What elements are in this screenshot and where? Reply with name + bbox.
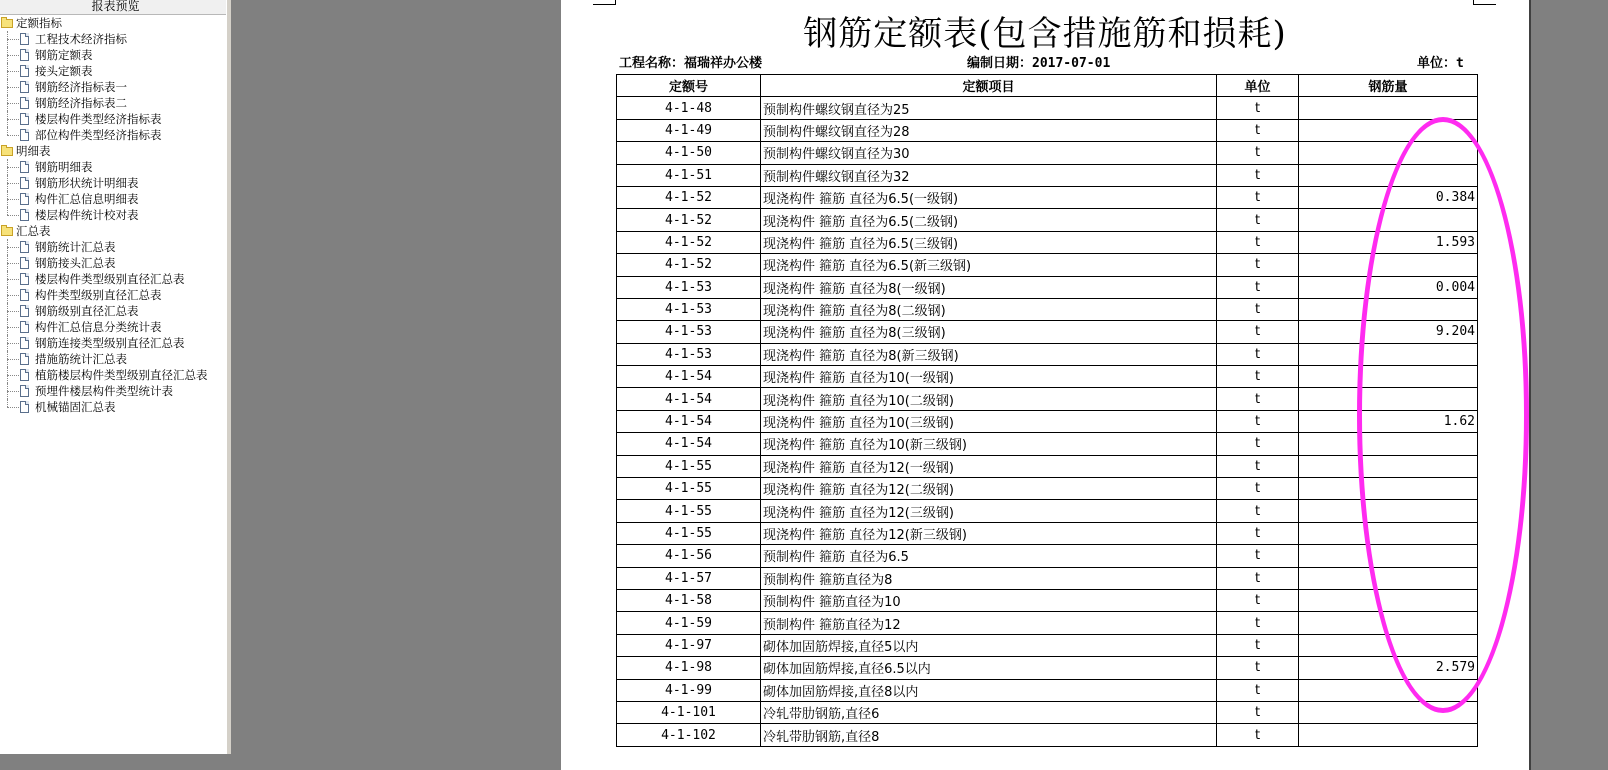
tree-item[interactable] bbox=[0, 207, 231, 223]
tree-connector-line bbox=[7, 87, 19, 88]
table-row bbox=[617, 343, 1478, 365]
rebar-amount-cell: 1.62 bbox=[1299, 410, 1478, 432]
table-row bbox=[617, 366, 1478, 388]
unit-cell: t bbox=[1217, 343, 1299, 365]
quota-code-cell: 4-1-52 bbox=[617, 209, 761, 231]
quota-item-cell: 冷轧带肋钢筋,直径8 bbox=[761, 724, 1217, 746]
document-icon bbox=[20, 305, 29, 317]
rebar-amount-cell bbox=[1299, 679, 1478, 701]
header-quota-code: 定额号 bbox=[617, 75, 761, 97]
quota-item-cell: 现浇构件 箍筋 直径为12(三级钢) bbox=[761, 500, 1217, 522]
quota-item-cell: 现浇构件 箍筋 直径为12(二级钢) bbox=[761, 478, 1217, 500]
unit-cell: t bbox=[1217, 410, 1299, 432]
table-row bbox=[617, 119, 1478, 141]
tree-item-label: 钢筋接头汇总表 bbox=[35, 256, 116, 270]
tree-item[interactable] bbox=[0, 255, 231, 271]
tree-connector-line bbox=[7, 127, 8, 135]
tree-connector-line bbox=[7, 359, 19, 360]
document-icon bbox=[20, 177, 29, 189]
quota-code-cell: 4-1-54 bbox=[617, 366, 761, 388]
tree-item-label: 部位构件类型经济指标表 bbox=[35, 128, 162, 142]
table-row bbox=[617, 589, 1478, 611]
tree-connector-line bbox=[7, 399, 8, 407]
quota-code-cell: 4-1-57 bbox=[617, 567, 761, 589]
folder-icon bbox=[1, 227, 13, 236]
rebar-amount-cell bbox=[1299, 522, 1478, 544]
project-name: 工程名称：福瑞祥办公楼 bbox=[619, 56, 763, 71]
unit-cell: t bbox=[1217, 701, 1299, 723]
quota-code-cell: 4-1-98 bbox=[617, 657, 761, 679]
tree-connector-line bbox=[7, 167, 19, 168]
unit-cell: t bbox=[1217, 366, 1299, 388]
folder-icon bbox=[1, 147, 13, 156]
table-row bbox=[617, 298, 1478, 320]
rebar-amount-cell bbox=[1299, 478, 1478, 500]
tree-item-label: 楼层构件类型级别直径汇总表 bbox=[35, 272, 185, 286]
unit-cell: t bbox=[1217, 164, 1299, 186]
tree-item[interactable] bbox=[0, 159, 231, 175]
tree-folder-label: 汇总表 bbox=[16, 224, 51, 238]
table-row bbox=[617, 433, 1478, 455]
quota-item-cell: 现浇构件 箍筋 直径为10(二级钢) bbox=[761, 388, 1217, 410]
table-row bbox=[617, 724, 1478, 746]
table-row bbox=[617, 164, 1478, 186]
table-row bbox=[617, 410, 1478, 432]
document-icon bbox=[20, 97, 29, 109]
quota-code-cell: 4-1-53 bbox=[617, 343, 761, 365]
rebar-amount-cell bbox=[1299, 455, 1478, 477]
table-row bbox=[617, 679, 1478, 701]
rebar-amount-cell bbox=[1299, 254, 1478, 276]
tree-item-label: 接头定额表 bbox=[35, 64, 93, 78]
rebar-amount-cell bbox=[1299, 119, 1478, 141]
tree-item-label: 钢筋经济指标表二 bbox=[35, 96, 127, 110]
quota-item-cell: 现浇构件 箍筋 直径为8(三级钢) bbox=[761, 321, 1217, 343]
quota-code-cell: 4-1-55 bbox=[617, 500, 761, 522]
quota-code-cell: 4-1-55 bbox=[617, 455, 761, 477]
unit-cell: t bbox=[1217, 433, 1299, 455]
tree-item[interactable] bbox=[0, 367, 231, 383]
tree-item[interactable] bbox=[0, 63, 231, 79]
tree-item-label: 钢筋明细表 bbox=[35, 160, 93, 174]
tree-connector-line bbox=[7, 135, 19, 136]
table-row bbox=[617, 522, 1478, 544]
rebar-amount-cell bbox=[1299, 500, 1478, 522]
unit-cell: t bbox=[1217, 388, 1299, 410]
tree-folder[interactable] bbox=[0, 143, 231, 159]
rebar-amount-cell bbox=[1299, 164, 1478, 186]
compile-date: 编制日期：2017-07-01 bbox=[967, 56, 1111, 71]
quota-item-cell: 砌体加固筋焊接,直径6.5以内 bbox=[761, 657, 1217, 679]
quota-code-cell: 4-1-53 bbox=[617, 276, 761, 298]
quota-code-cell: 4-1-49 bbox=[617, 119, 761, 141]
tree-connector-line bbox=[7, 295, 19, 296]
quota-item-cell: 砌体加固筋焊接,直径8以内 bbox=[761, 679, 1217, 701]
rebar-amount-cell bbox=[1299, 701, 1478, 723]
header-rebar-amount: 钢筋量 bbox=[1299, 75, 1478, 97]
table-row bbox=[617, 276, 1478, 298]
unit-cell: t bbox=[1217, 724, 1299, 746]
tree-connector-line bbox=[7, 343, 19, 344]
quota-item-cell: 现浇构件 箍筋 直径为6.5(新三级钢) bbox=[761, 254, 1217, 276]
tree-connector-line bbox=[7, 71, 19, 72]
crop-mark-right bbox=[1473, 0, 1496, 5]
folder-icon bbox=[1, 19, 13, 28]
unit-cell: t bbox=[1217, 209, 1299, 231]
tree-folder[interactable] bbox=[0, 223, 231, 239]
quota-item-cell: 冷轧带肋钢筋,直径6 bbox=[761, 701, 1217, 723]
unit-cell: t bbox=[1217, 657, 1299, 679]
quota-code-cell: 4-1-52 bbox=[617, 254, 761, 276]
quota-item-cell: 砌体加固筋焊接,直径5以内 bbox=[761, 634, 1217, 656]
rebar-amount-cell bbox=[1299, 142, 1478, 164]
rebar-amount-cell bbox=[1299, 724, 1478, 746]
tree-connector-line bbox=[7, 119, 19, 120]
tree-connector-line bbox=[7, 183, 19, 184]
quota-code-cell: 4-1-58 bbox=[617, 589, 761, 611]
document-icon bbox=[20, 257, 29, 269]
rebar-amount-cell bbox=[1299, 298, 1478, 320]
quota-item-cell: 预制构件 箍筋 直径为6.5 bbox=[761, 545, 1217, 567]
unit-cell: t bbox=[1217, 634, 1299, 656]
quota-code-cell: 4-1-52 bbox=[617, 186, 761, 208]
quota-code-cell: 4-1-54 bbox=[617, 433, 761, 455]
quota-code-cell: 4-1-53 bbox=[617, 321, 761, 343]
tree-connector-line bbox=[7, 279, 19, 280]
table-row bbox=[617, 567, 1478, 589]
quota-item-cell: 现浇构件 箍筋 直径为8(二级钢) bbox=[761, 298, 1217, 320]
tree-item[interactable] bbox=[0, 399, 231, 415]
table-header-row bbox=[617, 75, 1478, 97]
rebar-amount-cell bbox=[1299, 589, 1478, 611]
quota-code-cell: 4-1-56 bbox=[617, 545, 761, 567]
table-row bbox=[617, 634, 1478, 656]
table-body bbox=[617, 97, 1478, 746]
unit-cell: t bbox=[1217, 119, 1299, 141]
tree-item[interactable] bbox=[0, 239, 231, 255]
tree-item-label: 钢筋级别直径汇总表 bbox=[35, 304, 139, 318]
tree-item[interactable] bbox=[0, 191, 231, 207]
tree-connector-line bbox=[7, 247, 19, 248]
header-unit: 单位 bbox=[1217, 75, 1299, 97]
document-icon bbox=[20, 369, 29, 381]
tree-connector-line bbox=[7, 311, 19, 312]
report-tree bbox=[0, 15, 231, 415]
report-tree-panel bbox=[0, 0, 232, 754]
rebar-amount-cell bbox=[1299, 545, 1478, 567]
unit-cell: t bbox=[1217, 679, 1299, 701]
document-icon bbox=[20, 401, 29, 413]
unit-cell: t bbox=[1217, 298, 1299, 320]
table-row bbox=[617, 388, 1478, 410]
tree-folder-label: 明细表 bbox=[16, 144, 51, 158]
table-row bbox=[617, 231, 1478, 253]
table-row bbox=[617, 186, 1478, 208]
rebar-amount-cell bbox=[1299, 209, 1478, 231]
document-icon bbox=[20, 65, 29, 77]
quota-item-cell: 预制构件螺纹钢直径为32 bbox=[761, 164, 1217, 186]
document-icon bbox=[20, 385, 29, 397]
document-icon bbox=[20, 321, 29, 333]
tree-item[interactable] bbox=[0, 95, 231, 111]
table-row bbox=[617, 657, 1478, 679]
tree-item[interactable] bbox=[0, 351, 231, 367]
panel-splitter[interactable] bbox=[226, 0, 232, 754]
quota-item-cell: 现浇构件 箍筋 直径为12(新三级钢) bbox=[761, 522, 1217, 544]
quota-code-cell: 4-1-55 bbox=[617, 478, 761, 500]
quota-item-cell: 现浇构件 箍筋 直径为8(一级钢) bbox=[761, 276, 1217, 298]
document-icon bbox=[20, 193, 29, 205]
quota-code-cell: 4-1-59 bbox=[617, 612, 761, 634]
document-icon bbox=[20, 241, 29, 253]
document-icon bbox=[20, 337, 29, 349]
table-row bbox=[617, 209, 1478, 231]
tree-item[interactable] bbox=[0, 127, 231, 143]
quota-item-cell: 现浇构件 箍筋 直径为6.5(一级钢) bbox=[761, 186, 1217, 208]
tree-item-label: 钢筋经济指标表一 bbox=[35, 80, 127, 94]
tree-folder-label: 定额指标 bbox=[16, 16, 62, 30]
rebar-amount-cell bbox=[1299, 433, 1478, 455]
unit-cell: t bbox=[1217, 500, 1299, 522]
tree-connector-line bbox=[7, 327, 19, 328]
rebar-amount-cell bbox=[1299, 366, 1478, 388]
tree-item[interactable] bbox=[0, 47, 231, 63]
tree-item[interactable] bbox=[0, 319, 231, 335]
document-icon bbox=[20, 81, 29, 93]
quota-code-cell: 4-1-51 bbox=[617, 164, 761, 186]
tree-item-label: 构件汇总信息分类统计表 bbox=[35, 320, 162, 334]
unit-cell: t bbox=[1217, 567, 1299, 589]
unit-cell: t bbox=[1217, 97, 1299, 119]
tree-connector-line bbox=[7, 39, 19, 40]
quota-code-cell: 4-1-50 bbox=[617, 142, 761, 164]
tree-item-label: 工程技术经济指标 bbox=[35, 32, 127, 46]
rebar-amount-cell bbox=[1299, 634, 1478, 656]
quota-item-cell: 现浇构件 箍筋 直径为8(新三级钢) bbox=[761, 343, 1217, 365]
rebar-amount-cell bbox=[1299, 97, 1478, 119]
rebar-amount-cell: 9.204 bbox=[1299, 321, 1478, 343]
quota-code-cell: 4-1-101 bbox=[617, 701, 761, 723]
tree-item-label: 钢筋定额表 bbox=[35, 48, 93, 62]
tree-item[interactable] bbox=[0, 383, 231, 399]
table-row bbox=[617, 142, 1478, 164]
tree-item-label: 措施筋统计汇总表 bbox=[35, 352, 127, 366]
tree-item-label: 预埋件楼层构件类型统计表 bbox=[35, 384, 173, 398]
rebar-amount-cell: 0.004 bbox=[1299, 276, 1478, 298]
quota-code-cell: 4-1-54 bbox=[617, 410, 761, 432]
tree-item-label: 构件汇总信息明细表 bbox=[35, 192, 139, 206]
tree-connector-line bbox=[7, 55, 19, 56]
unit-cell: t bbox=[1217, 589, 1299, 611]
table-row bbox=[617, 97, 1478, 119]
tree-connector-line bbox=[7, 263, 19, 264]
quota-item-cell: 预制构件 箍筋直径为12 bbox=[761, 612, 1217, 634]
report-unit: 单位：t bbox=[1417, 56, 1464, 71]
crop-mark-left bbox=[593, 0, 616, 5]
unit-cell: t bbox=[1217, 254, 1299, 276]
rebar-amount-cell bbox=[1299, 567, 1478, 589]
unit-cell: t bbox=[1217, 455, 1299, 477]
quota-item-cell: 预制构件螺纹钢直径为25 bbox=[761, 97, 1217, 119]
tree-connector-line bbox=[7, 407, 19, 408]
tree-item[interactable] bbox=[0, 79, 231, 95]
document-icon bbox=[20, 161, 29, 173]
table-row bbox=[617, 612, 1478, 634]
document-icon bbox=[20, 129, 29, 141]
quota-code-cell: 4-1-54 bbox=[617, 388, 761, 410]
table-row bbox=[617, 478, 1478, 500]
unit-cell: t bbox=[1217, 522, 1299, 544]
unit-cell: t bbox=[1217, 321, 1299, 343]
tree-item[interactable] bbox=[0, 271, 231, 287]
document-icon bbox=[20, 273, 29, 285]
quota-item-cell: 预制构件螺纹钢直径为28 bbox=[761, 119, 1217, 141]
document-icon bbox=[20, 353, 29, 365]
document-icon bbox=[20, 209, 29, 221]
table-row bbox=[617, 500, 1478, 522]
tree-connector-line bbox=[7, 103, 19, 104]
rebar-amount-cell: 1.593 bbox=[1299, 231, 1478, 253]
report-page bbox=[561, 0, 1529, 770]
panel-title: 报表预览 bbox=[0, 0, 231, 15]
report-title: 钢筋定额表(包含措施筋和损耗) bbox=[803, 14, 1287, 54]
quota-item-cell: 预制构件 箍筋直径为10 bbox=[761, 589, 1217, 611]
quota-item-cell: 预制构件螺纹钢直径为30 bbox=[761, 142, 1217, 164]
quota-code-cell: 4-1-99 bbox=[617, 679, 761, 701]
header-quota-item: 定额项目 bbox=[761, 75, 1217, 97]
unit-cell: t bbox=[1217, 276, 1299, 298]
table-row bbox=[617, 545, 1478, 567]
tree-item-label: 钢筋形状统计明细表 bbox=[35, 176, 139, 190]
rebar-amount-cell bbox=[1299, 343, 1478, 365]
tree-item-label: 植筋楼层构件类型级别直径汇总表 bbox=[35, 368, 208, 382]
table-row bbox=[617, 321, 1478, 343]
rebar-amount-cell bbox=[1299, 612, 1478, 634]
tree-folder[interactable] bbox=[0, 15, 231, 31]
rebar-amount-cell: 2.579 bbox=[1299, 657, 1478, 679]
quota-item-cell: 现浇构件 箍筋 直径为6.5(二级钢) bbox=[761, 209, 1217, 231]
tree-item-label: 楼层构件类型经济指标表 bbox=[35, 112, 162, 126]
rebar-amount-cell bbox=[1299, 388, 1478, 410]
quota-code-cell: 4-1-97 bbox=[617, 634, 761, 656]
unit-cell: t bbox=[1217, 231, 1299, 253]
tree-connector-line bbox=[7, 375, 19, 376]
tree-item[interactable] bbox=[0, 287, 231, 303]
unit-cell: t bbox=[1217, 545, 1299, 567]
quota-code-cell: 4-1-48 bbox=[617, 97, 761, 119]
document-icon bbox=[20, 113, 29, 125]
tree-item-label: 楼层构件统计校对表 bbox=[35, 208, 139, 222]
unit-cell: t bbox=[1217, 142, 1299, 164]
tree-connector-line bbox=[7, 215, 19, 216]
tree-connector-line bbox=[7, 199, 19, 200]
quota-item-cell: 预制构件 箍筋直径为8 bbox=[761, 567, 1217, 589]
quota-item-cell: 现浇构件 箍筋 直径为12(一级钢) bbox=[761, 455, 1217, 477]
document-icon bbox=[20, 49, 29, 61]
table-row bbox=[617, 254, 1478, 276]
rebar-quota-table bbox=[616, 74, 1478, 747]
quota-item-cell: 现浇构件 箍筋 直径为10(一级钢) bbox=[761, 366, 1217, 388]
tree-connector-line bbox=[7, 391, 19, 392]
document-icon bbox=[20, 289, 29, 301]
quota-code-cell: 4-1-55 bbox=[617, 522, 761, 544]
unit-cell: t bbox=[1217, 612, 1299, 634]
quota-code-cell: 4-1-102 bbox=[617, 724, 761, 746]
table-row bbox=[617, 455, 1478, 477]
quota-code-cell: 4-1-52 bbox=[617, 231, 761, 253]
tree-item[interactable] bbox=[0, 175, 231, 191]
tree-item-label: 机械锚固汇总表 bbox=[35, 400, 116, 414]
quota-item-cell: 现浇构件 箍筋 直径为10(新三级钢) bbox=[761, 433, 1217, 455]
quota-item-cell: 现浇构件 箍筋 直径为6.5(三级钢) bbox=[761, 231, 1217, 253]
tree-item-label: 构件类型级别直径汇总表 bbox=[35, 288, 162, 302]
table-row bbox=[617, 701, 1478, 723]
tree-item-label: 钢筋连接类型级别直径汇总表 bbox=[35, 336, 185, 350]
tree-item[interactable] bbox=[0, 335, 231, 351]
quota-item-cell: 现浇构件 箍筋 直径为10(三级钢) bbox=[761, 410, 1217, 432]
quota-code-cell: 4-1-53 bbox=[617, 298, 761, 320]
rebar-amount-cell: 0.384 bbox=[1299, 186, 1478, 208]
tree-connector-line bbox=[7, 207, 8, 215]
tree-item[interactable] bbox=[0, 303, 231, 319]
tree-item[interactable] bbox=[0, 111, 231, 127]
unit-cell: t bbox=[1217, 186, 1299, 208]
tree-item-label: 钢筋统计汇总表 bbox=[35, 240, 116, 254]
tree-item[interactable] bbox=[0, 31, 231, 47]
unit-cell: t bbox=[1217, 478, 1299, 500]
document-icon bbox=[20, 33, 29, 45]
